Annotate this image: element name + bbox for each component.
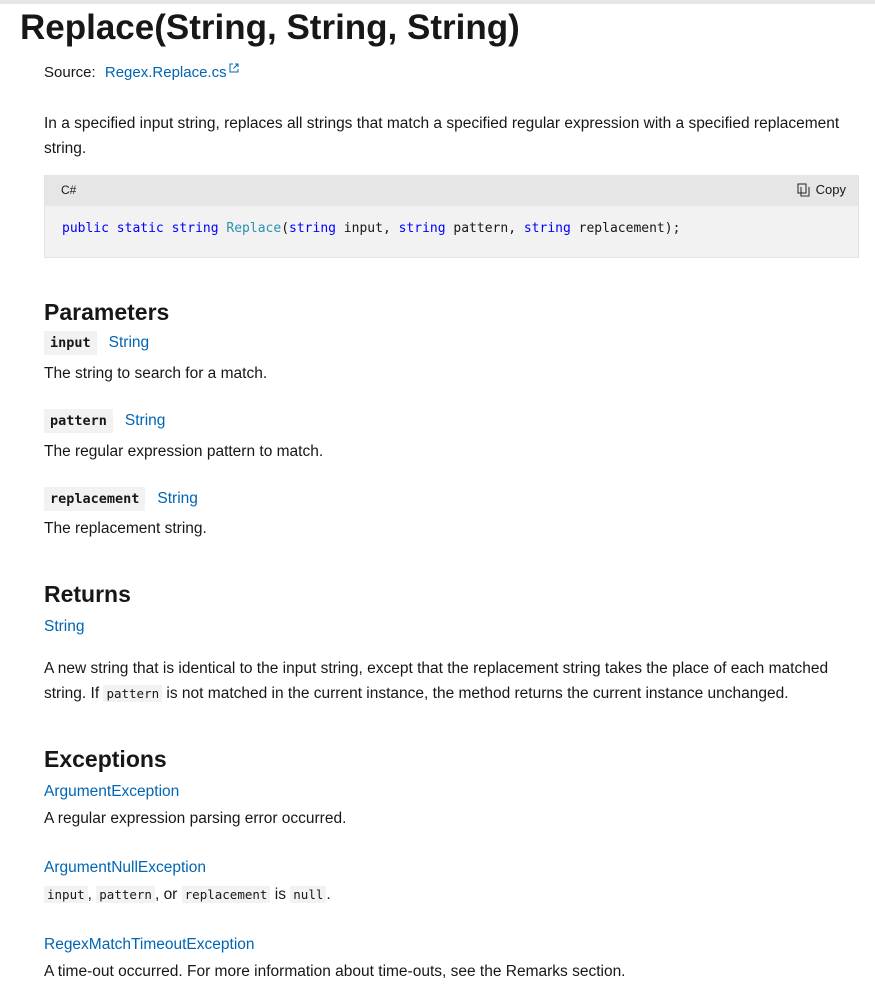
top-divider — [0, 0, 875, 4]
code-token: Replace — [226, 221, 282, 236]
source-line — [44, 62, 239, 84]
inline-code: input — [44, 886, 88, 903]
code-token: static — [116, 221, 164, 236]
code-language: C# — [61, 183, 77, 197]
code-token: replacement); — [570, 221, 681, 236]
source-link[interactable] — [105, 64, 239, 81]
exception-description: A regular expression parsing error occurred. — [44, 810, 347, 827]
separator-text: , or — [154, 886, 182, 903]
param-description: The regular expression pattern to match. — [44, 443, 324, 460]
separator-text: is — [270, 886, 291, 903]
code-token: string — [523, 221, 571, 236]
returns-description — [44, 656, 859, 706]
inline-code: pattern — [96, 886, 155, 903]
returns-text-end: is not matched in the current instance, the method returns the current instance unchanged. — [162, 685, 789, 702]
code-token: string — [398, 221, 446, 236]
param-replacement-row — [44, 487, 198, 511]
param-type-link[interactable]: String — [124, 412, 166, 429]
external-link-icon — [229, 63, 239, 73]
separator-text: , — [87, 886, 97, 903]
param-name: replacement — [44, 487, 145, 511]
param-description: The string to search for a match. — [44, 365, 268, 382]
returns-heading: Returns — [44, 581, 131, 607]
param-name: pattern — [44, 409, 113, 433]
code-token — [164, 221, 172, 236]
param-input-row — [44, 331, 149, 355]
exceptions-heading: Exceptions — [44, 746, 167, 772]
code-header — [45, 175, 858, 206]
inline-code: replacement — [182, 886, 271, 903]
copy-label: Copy — [815, 182, 846, 197]
source-label: Source: — [44, 64, 96, 81]
copy-icon — [797, 183, 810, 197]
exception-description — [44, 884, 331, 906]
code-block — [44, 175, 859, 258]
exception-link[interactable]: RegexMatchTimeoutException — [44, 936, 255, 953]
param-name: input — [44, 331, 97, 355]
summary-text: In a specified input string, replaces all strings that match a specified regular expression with a specified replacement string. — [44, 115, 840, 157]
returns-text-start: A new string that is identical to the input string, except that the replacement string takes the place of each matched string. If — [44, 660, 829, 702]
param-type-link[interactable]: String — [157, 490, 198, 507]
page-title: Replace(String, String, String) — [20, 8, 520, 47]
exception-description: A time-out occurred. For more information about time-outs, see the Remarks section. — [44, 963, 626, 980]
code-token: string — [171, 221, 219, 236]
code-token: ( — [281, 221, 290, 236]
code-token: public — [62, 221, 109, 236]
code-token: string — [289, 221, 336, 236]
param-description: The replacement string. — [44, 520, 207, 537]
separator-text: . — [326, 886, 331, 903]
copy-button[interactable] — [797, 182, 846, 197]
code-token: pattern, — [445, 221, 524, 236]
return-type-link[interactable]: String — [44, 618, 85, 635]
param-pattern-row — [44, 409, 165, 433]
param-type-link[interactable]: String — [108, 334, 150, 351]
code-signature — [62, 221, 680, 236]
exception-link[interactable]: ArgumentNullException — [44, 859, 206, 876]
inline-code: null — [290, 886, 326, 903]
inline-code: pattern — [103, 685, 162, 702]
exception-link[interactable]: ArgumentException — [44, 783, 180, 800]
code-token — [109, 221, 117, 236]
source-link-text: Regex.Replace.cs — [104, 64, 227, 81]
parameters-heading: Parameters — [44, 299, 170, 325]
code-token: input, — [335, 221, 399, 236]
